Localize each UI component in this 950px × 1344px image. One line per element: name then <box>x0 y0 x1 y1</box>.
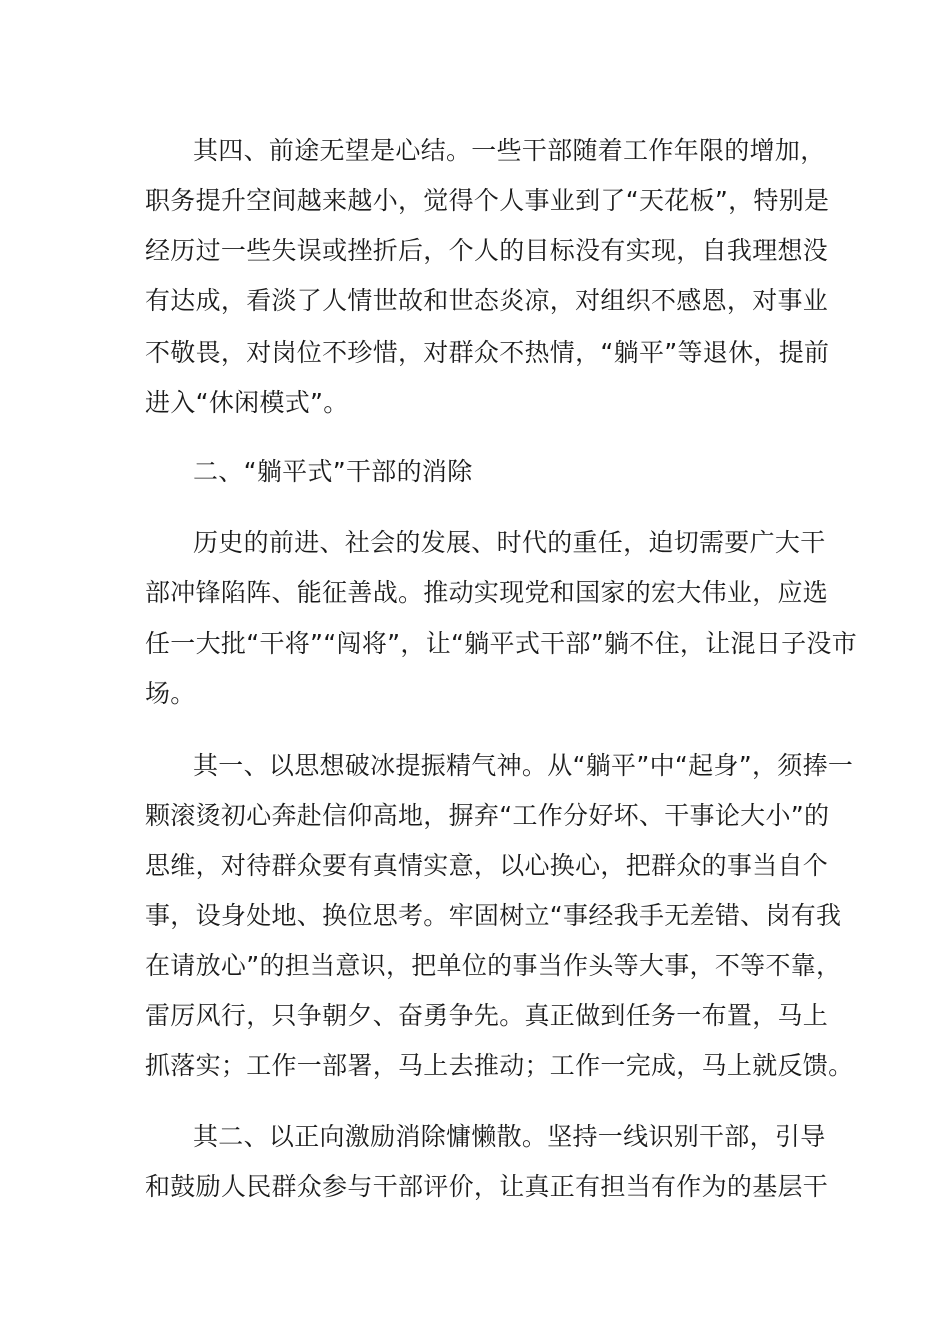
text-line: 事，设身处地、换位思考。牢固树立“事经我手无差错、岗有我 <box>145 901 842 930</box>
text-line: 不敬畏，对岗位不珍惜，对群众不热情，“躺平”等退休，提前 <box>145 338 830 367</box>
text-line: 抓落实；工作一部署，马上去推动；工作一完成，马上就反馈。 <box>145 1051 854 1080</box>
text-line: 其一、以思想破冰提振精气神。从“躺平”中“起身”，须捧一 <box>193 751 854 780</box>
text-line: 场。 <box>145 679 196 708</box>
text-line: 雷厉风行，只争朝夕、奋勇争先。真正做到任务一布置，马上 <box>145 1001 829 1030</box>
text-line: 颗滚烫初心奔赴信仰高地，摒弃“工作分好坏、干事论大小”的 <box>145 801 830 830</box>
text-line: 在请放心”的担当意识，把单位的事当作头等大事，不等不靠， <box>145 951 842 980</box>
text-line: 进入“休闲模式”。 <box>145 388 349 417</box>
text-line: 有达成，看淡了人情世故和世态炎凉，对组织不感恩，对事业 <box>145 286 829 315</box>
text-line: 历史的前进、社会的发展、时代的重任，迫切需要广大干 <box>193 528 826 557</box>
text-line: 部冲锋陷阵、能征善战。推动实现党和国家的宏大伟业，应选 <box>145 578 829 607</box>
text-line: 其二、以正向激励消除慵懒散。坚持一线识别干部，引导 <box>193 1122 826 1151</box>
text-line: 经历过一些失误或挫折后，个人的目标没有实现，自我理想没 <box>145 236 829 265</box>
text-line: 和鼓励人民群众参与干部评价，让真正有担当有作为的基层干 <box>145 1172 829 1201</box>
section-heading: 二、“躺平式”干部的消除 <box>193 457 473 486</box>
text-line: 思维，对待群众要有真情实意，以心换心，把群众的事当自个 <box>145 851 829 880</box>
text-line: 职务提升空间越来越小，觉得个人事业到了“天花板”，特别是 <box>145 186 830 215</box>
text-line: 任一大批“干将”“闯将”，让“躺平式干部”躺不住，让混日子没市 <box>145 629 858 658</box>
text-line: 其四、前途无望是心结。一些干部随着工作年限的增加， <box>193 136 826 165</box>
